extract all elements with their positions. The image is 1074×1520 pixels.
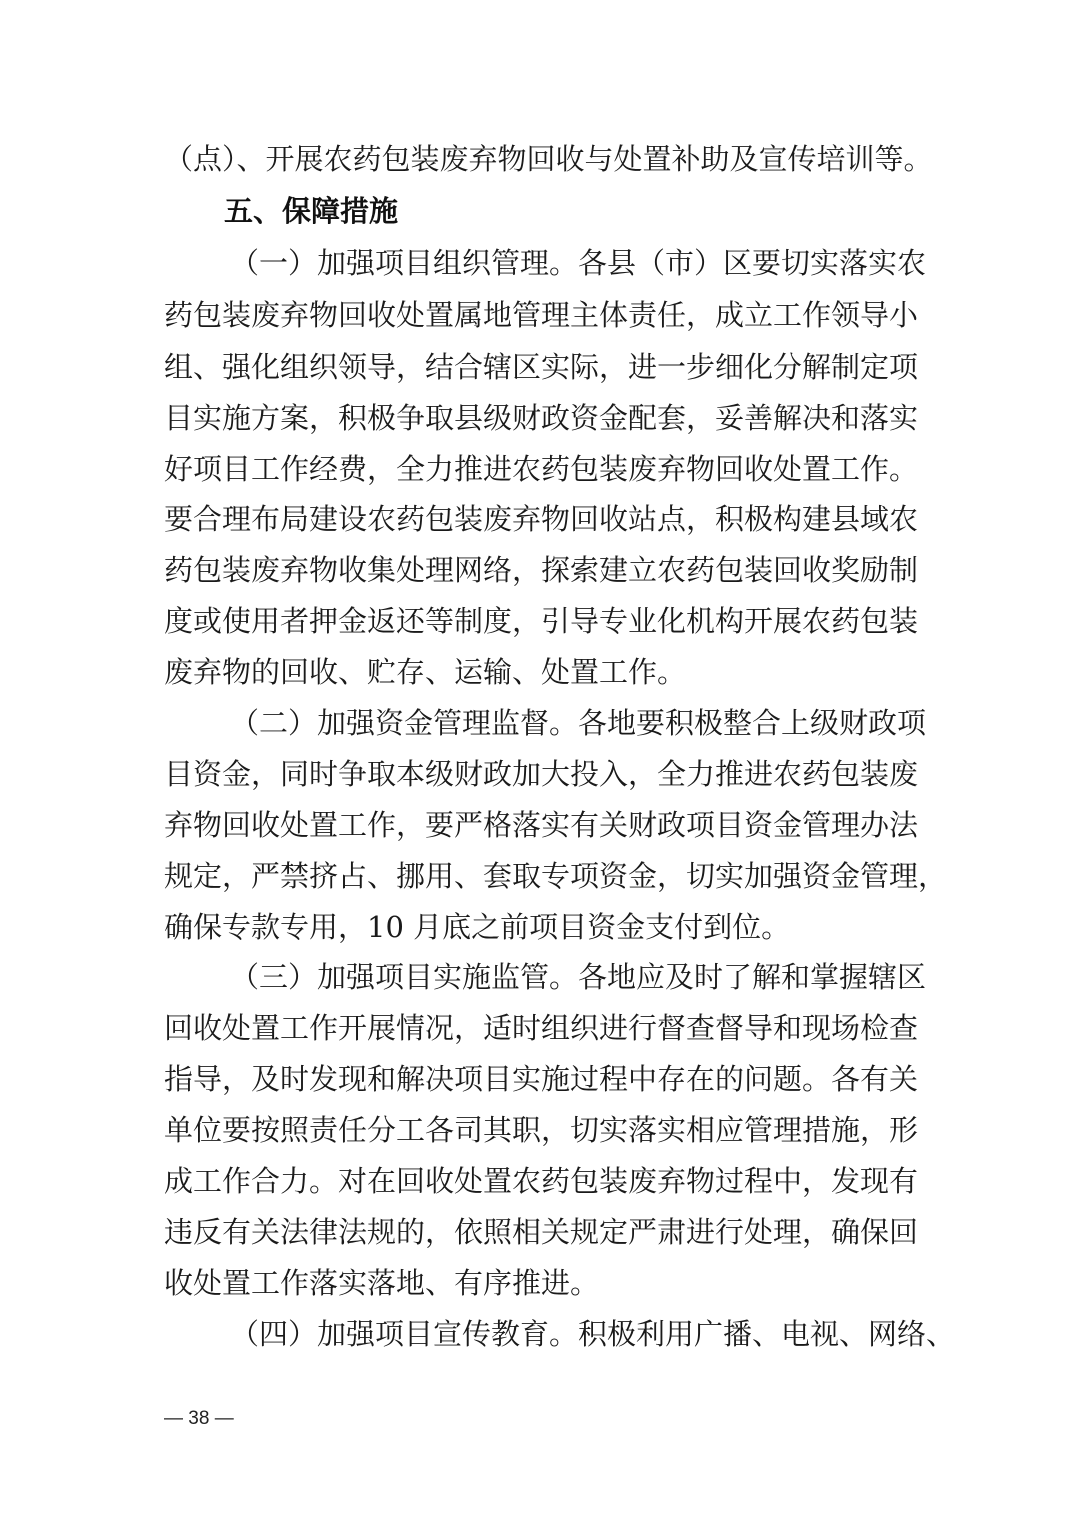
paragraph-line: （三）加强项目实施监管。各地应及时了解和掌握辖区 [230, 960, 927, 994]
intro-line: （点）、开展农药包装废弃物回收与处置补助及宣传培训等。 [164, 142, 933, 176]
paragraph-line: 要合理布局建设农药包装废弃物回收站点，积极构建县域农 [164, 502, 919, 536]
paragraph-line: 规定，严禁挤占、挪用、套取专项资金，切实加强资金管理， [164, 859, 948, 893]
paragraph-line: （四）加强项目宣传教育。积极利用广播、电视、网络、 [230, 1317, 956, 1351]
paragraph-line: 药包装废弃物回收处置属地管理主体责任，成立工作领导小 [164, 298, 919, 332]
paragraph-line: 单位要按照责任分工各司其职，切实落实相应管理措施，形 [164, 1113, 919, 1147]
paragraph-line: 目实施方案，积极争取县级财政资金配套，妥善解决和落实 [164, 401, 919, 435]
paragraph-line: 指导，及时发现和解决项目实施过程中存在的问题。各有关 [164, 1062, 919, 1096]
paragraph-line: （二）加强资金管理监督。各地要积极整合上级财政项 [230, 706, 927, 740]
paragraph-line: 目资金，同时争取本级财政加大投入，全力推进农药包装废 [164, 757, 919, 791]
paragraph-line: 违反有关法律法规的，依照相关规定严肃进行处理，确保回 [164, 1215, 919, 1249]
paragraph-line: 回收处置工作开展情况，适时组织进行督查督导和现场检查 [164, 1011, 919, 1045]
paragraph-line: 好项目工作经费，全力推进农药包装废弃物回收处置工作。 [164, 452, 919, 486]
section-heading: 五、保障措施 [224, 194, 399, 228]
paragraph-line: （一）加强项目组织管理。各县（市）区要切实落实农 [230, 246, 927, 280]
paragraph-line: 弃物回收处置工作，要严格落实有关财政项目资金管理办法 [164, 808, 919, 842]
paragraph-line: 度或使用者押金返还等制度，引导专业化机构开展农药包装 [164, 604, 919, 638]
paragraph-line: 组、强化组织领导，结合辖区实际，进一步细化分解制定项 [164, 350, 919, 384]
paragraph-line: 确保专款专用，10 月底之前项目资金支付到位。 [164, 910, 791, 944]
paragraph-line: 成工作合力。对在回收处置农药包装废弃物过程中，发现有 [164, 1164, 919, 1198]
paragraph-line: 废弃物的回收、贮存、运输、处置工作。 [164, 655, 687, 689]
paragraph-line: 收处置工作落实落地、有序推进。 [164, 1266, 600, 1300]
paragraph-line: 药包装废弃物收集处理网络，探索建立农药包装回收奖励制 [164, 553, 919, 587]
page-number: — 38 — [164, 1408, 234, 1429]
